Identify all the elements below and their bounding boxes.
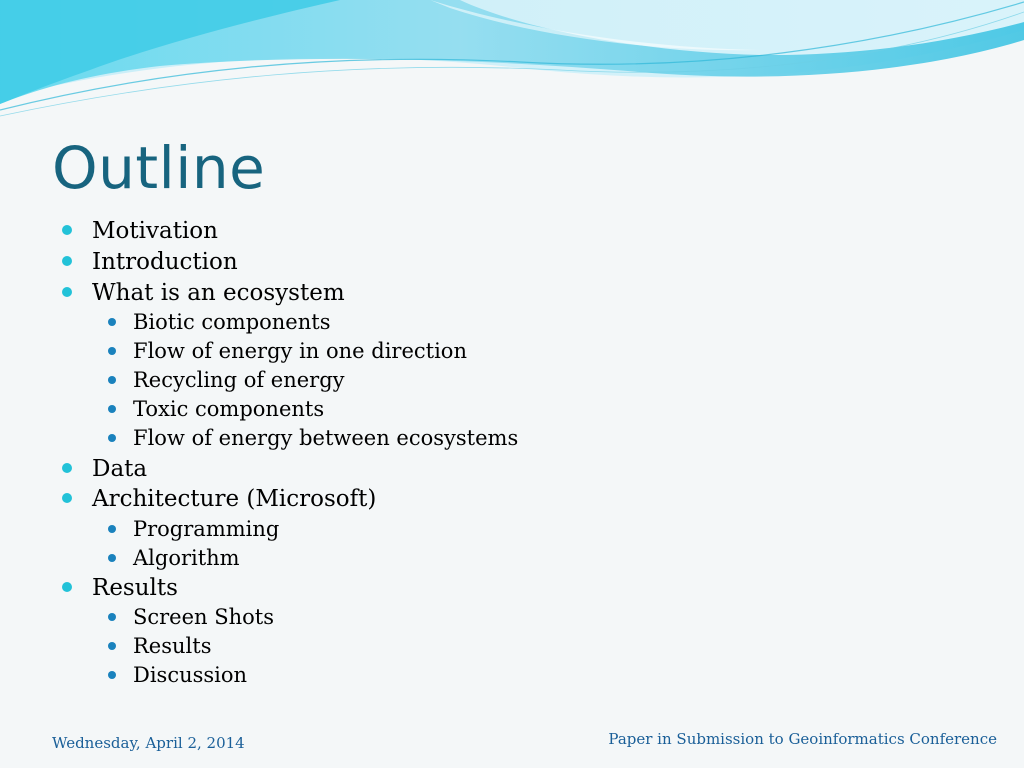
outline-item: [92, 454, 147, 484]
outline-item-text: Results: [92, 575, 178, 601]
outline-subitem: [133, 515, 279, 544]
outline-item-text: Flow of energy in one direction: [133, 339, 467, 363]
outline-item-text: Motivation: [92, 218, 218, 244]
outline-item-text: Algorithm: [133, 546, 240, 570]
outline-subitem: [133, 544, 240, 573]
outline-item-text: What is an ecosystem: [92, 280, 345, 306]
outline-item: [92, 216, 218, 246]
outline-item-text: Architecture (Microsoft): [92, 486, 377, 512]
outline-item-text: Recycling of energy: [133, 368, 345, 392]
bullet-icon: [108, 613, 116, 621]
bullet-icon: [62, 463, 72, 473]
footer-date: Wednesday, April 2, 2014: [52, 734, 245, 752]
bullet-icon: [108, 671, 116, 679]
outline-subitem: [133, 395, 324, 424]
outline-item-text: Toxic components: [133, 397, 325, 421]
bullet-icon: [62, 493, 72, 503]
bullet-icon: [108, 554, 116, 562]
bullet-icon: [108, 347, 116, 355]
outline-item-text: Screen Shots: [133, 605, 275, 629]
outline-item-text: Introduction: [92, 249, 238, 275]
bullet-icon: [62, 256, 72, 266]
outline-item: [92, 573, 178, 603]
outline-subitem: [133, 424, 518, 453]
outline-item-text: Biotic components: [133, 310, 331, 334]
outline-item-text: Results: [133, 634, 212, 658]
outline-subitem: [133, 308, 330, 337]
bullet-icon: [108, 376, 116, 384]
outline-subitem: [133, 337, 467, 366]
outline-item: [92, 278, 345, 308]
outline-subitem: [133, 632, 211, 661]
bullet-icon: [108, 525, 116, 533]
outline-item-text: Programming: [133, 517, 280, 541]
footer-note: Paper in Submission to Geoinformatics Conference: [608, 730, 997, 748]
outline-item-text: Flow of energy between ecosystems: [133, 426, 519, 450]
bullet-icon: [108, 405, 116, 413]
bullet-icon: [62, 582, 72, 592]
outline-subitem: [133, 661, 247, 690]
outline-item: [92, 484, 376, 514]
outline-subitem: [133, 366, 345, 395]
outline-item: [92, 247, 238, 277]
slide-title: Outline: [52, 134, 266, 202]
bullet-icon: [62, 287, 72, 297]
outline-subitem: [133, 603, 274, 632]
bullet-icon: [108, 318, 116, 326]
bullet-icon: [62, 225, 72, 235]
bullet-icon: [108, 642, 116, 650]
outline-item-text: Discussion: [133, 663, 248, 687]
wave-header-decoration: [0, 0, 1024, 130]
outline-item-text: Data: [92, 456, 148, 482]
bullet-icon: [108, 434, 116, 442]
